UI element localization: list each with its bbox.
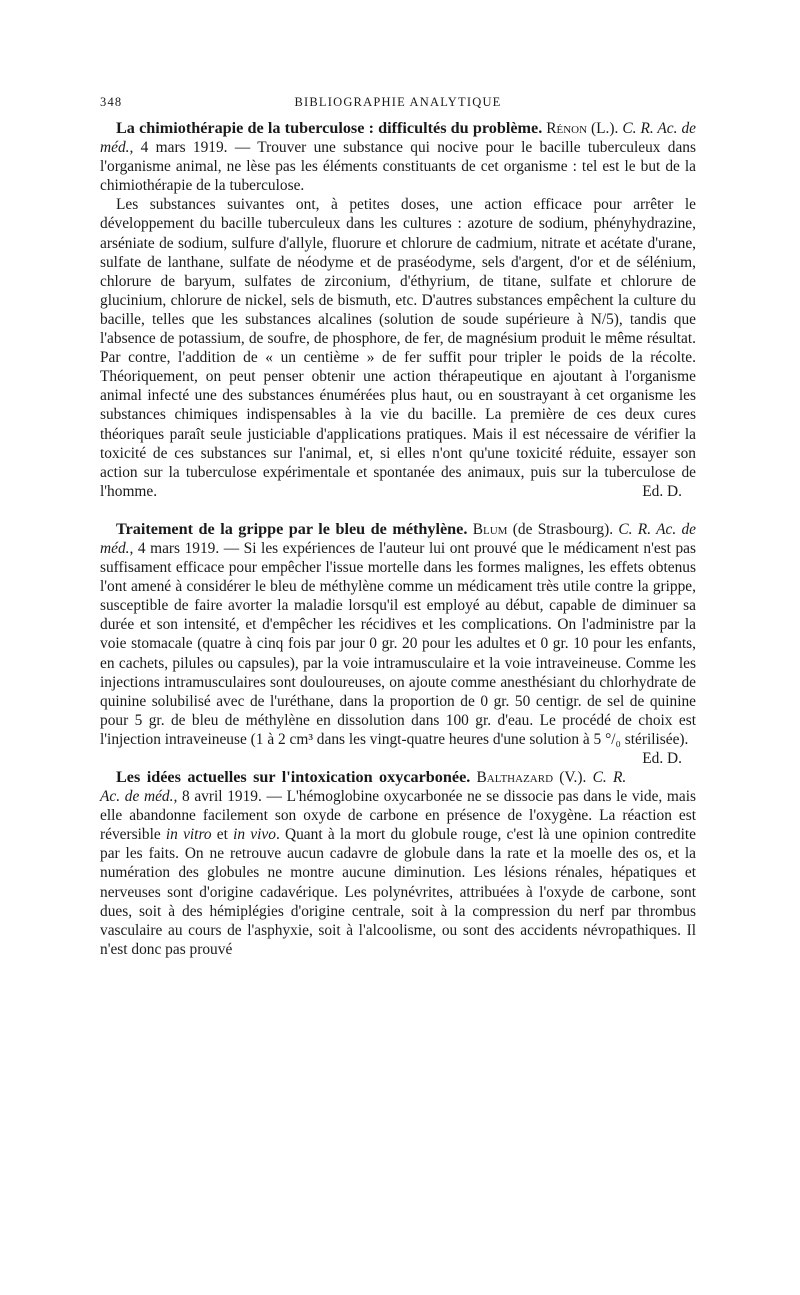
article-date: 4 mars 1919. — — [133, 139, 258, 157]
article-body: Les substances suivantes ont, à petites doses, une action efficace pour arrêter le développement du bacille tuberculeux dans les cultures : azoture de sodium, phényhydrazine, arséniate de sodium, sulfure d'allyle, fluorure et chlorure de cadmium, nitrate et acétate d'urane, sulfate de lanthane, sulfate de néodyme et de praséodyme, sels d'argent, d'or et de sélénium, chlorure de baryum, sulfates de zirconium, d'éthyrium, de titane, sulfate et chlorure de glucinium, chlorure de nickel, sels de bismuth, etc. D'autres substances empêchent la culture du bacille, telles que les substances alcalines (solution de soude supérieure à N/5), tandis que l'absence de potassium, de soufre, de phosphore, de fer, de magnésium produit le même résultat. Par contre, l'addition de « un centième » de fer suffit pour tripler le poids de la récolte. Théoriquement, on peut penser obtenir une action thérapeutique en ajoutant à l'organisme animal infecté une des substances énumérées plus haut, ou en soustrayant à cet organisme les substances chimiques indispensables à la vie du bacille. La première de ces deux cures théoriques paraît seule justiciable d'applications pratiques. Mais il est nécessaire de vérifier la toxicité de ces substances sur l'animal, et, si elles n'ont qu'une toxicité réduite, essayer son action sur la tuberculose expérimentale et spontanée des animaux, puis sur la tuberculose de l'homme. — [100, 196, 696, 500]
article-author: Blum — [472, 520, 508, 538]
article-body: Si les expériences de l'auteur lui ont prouvé que le médicament n'est pas suffisament efficace pour empêcher l'issue mortelle dans les formes malignes, les effets obtenus l'ont amené à considérer le bleu de méthylène comme un médicament très utile contre la grippe, susceptible de faire avorter la maladie lorsqu'il est employé au début, capable de diminuer sa durée et son intensité, et d'empêcher les récidives et les complications. On l'administre par la voie stomacale (quatre à cinq fois par jour 0 gr. 20 pour les adultes et 0 gr. 10 pour les enfants, en cachets, pilules ou capsules), par la voie intramusculaire et la voie intraveineuse. Comme les injections intramusculaires sont douloureuses, on ajoute comme anesthésiant du chlorhydrate de quinine solubilisé avec de l'uréthane, dans la proportion de 0 gr. 50 centigr. de sel de quinine pour 5 gr. de bleu de méthylène en dissolution dans 100 gr. d'eau. Le procédé de choix est l'injection intraveineuse (1 à 2 cm³ dans les vingt-quatre heures d'une solution à 5 °/₀ stérilisée). — [100, 539, 696, 748]
article-italic-term: in vivo — [233, 826, 276, 844]
article-body: L'hémoglobine oxycarbonée ne se dissocie pas dans le vide, mais elle abandonne facilement son oxyde de carbone en présence de l'oxygène. La réaction est réversible — [100, 788, 696, 844]
article-title: La chimiothérapie de la tuberculose : difficultés du problème. — [116, 119, 543, 137]
page-number: 348 — [100, 95, 123, 109]
article-date: 8 avril 1919. — — [177, 788, 287, 806]
running-title: BIBLIOGRAPHIE ANALYTIQUE — [294, 95, 502, 109]
article-paragraph — [100, 119, 696, 195]
article-intoxication — [100, 768, 696, 959]
article-author: Balthazard — [476, 769, 554, 786]
article-italic-term: in vitro — [165, 826, 212, 844]
article-signature: Ed. D. — [642, 482, 682, 500]
article-author-note: (V.). — [553, 769, 593, 786]
article-signature: Ed. D. — [642, 750, 682, 767]
article-title: Traitement de la grippe par le bleu de méthylène. — [116, 519, 468, 538]
article-body: . Quant à la mort du globule rouge, c'est là une opinion contredite par les faits. On ne retrouve aucun cadavre de globule dans la rate et la moelle des os, et la numération des globules ne montre aucune diminution. Les lésions rénales, hépatiques et nerveuses sont d'origine cadavérique. Les polynévrites, attribuées à l'oxyde de carbone, sont dues, soit à des hémiplégies d'origine centrale, soit à la compression du nerf par thrombus vasculaire au cours de l'asphyxie, soit à l'alcoolisme, ou sont des accidents névropathiques. Il n'est donc pas prouvé — [100, 826, 696, 958]
article-grippe — [100, 519, 696, 767]
article-body-joiner: et — [211, 826, 234, 844]
article-body: Trouver une substance qui nocive pour le bacille tuberculeux dans l'organisme animal, ne lèse pas les éléments constituants de cet organisme : tel est le but de la chimiothérapie de la tuberculose. — [100, 139, 696, 195]
running-header — [100, 95, 696, 113]
article-journal: C. R. Ac. de méd., — [100, 769, 627, 806]
article-journal: C. R. Ac. de méd., — [100, 120, 696, 157]
article-date: 4 mars 1919. — — [133, 539, 244, 557]
article-author-note: (de Strasbourg). — [507, 520, 619, 538]
article-paragraph — [100, 768, 696, 959]
article-journal: C. R. Ac. de méd., — [100, 520, 696, 557]
article-chimiotherapie — [100, 119, 696, 501]
article-paragraph — [100, 519, 696, 767]
article-author: Rénon (L.). — [546, 120, 619, 137]
article-title: Les idées actuelles sur l'intoxication oxycarbonée. — [116, 768, 471, 786]
article-paragraph — [100, 195, 696, 501]
page — [100, 95, 696, 959]
